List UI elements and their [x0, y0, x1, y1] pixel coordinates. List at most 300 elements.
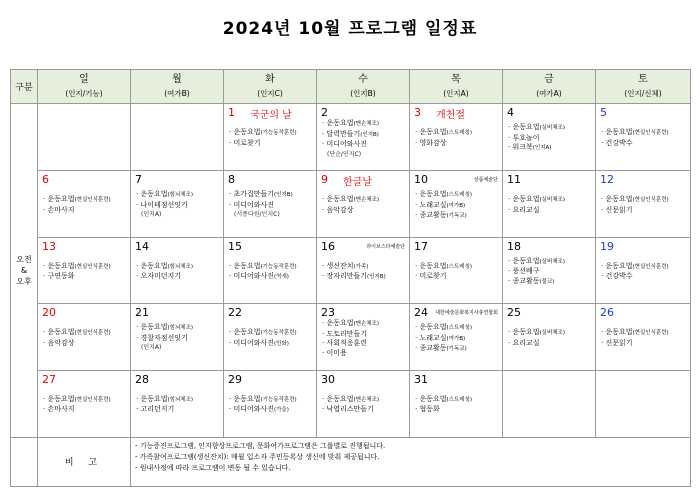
day-cell — [38, 304, 131, 371]
program-item: · 종교활동(기독교) — [415, 344, 467, 353]
program-detail: (스트레칭) — [446, 396, 473, 403]
program-name: 운동요법 — [140, 190, 168, 199]
program-name: 요리교실 — [512, 338, 540, 347]
program-item: · 운동요법(현실인식훈련) — [43, 394, 111, 403]
day-cell — [410, 304, 503, 371]
program-item: · 미디어와사진(역새) — [229, 272, 289, 281]
date-number: 19 — [600, 239, 614, 253]
program-name: 운동요법 — [326, 119, 354, 128]
day-cell — [317, 237, 410, 304]
program-name: 손마사지 — [47, 205, 75, 214]
program-detail: (현실인식훈련) — [632, 130, 669, 137]
program-detail: (힘뇌체조) — [167, 192, 194, 199]
date-number: 26 — [600, 306, 614, 320]
program-list — [43, 195, 128, 215]
program-detail: (현실인식훈련) — [632, 197, 669, 204]
program-item: · 신문읽기 — [601, 338, 633, 347]
week-row — [11, 171, 691, 238]
header-day-2 — [224, 70, 317, 104]
program-detail: (불교) — [539, 278, 555, 285]
program-item: · 운동요법(힘뇌체조) — [136, 261, 194, 270]
header-group-label: (인지/기능) — [65, 89, 103, 98]
day-cell — [596, 370, 691, 437]
header-day-5 — [503, 70, 596, 104]
program-list — [43, 395, 128, 415]
program-name: 풍선배구 — [512, 267, 540, 276]
day-cell — [596, 104, 691, 171]
program-list — [136, 190, 221, 220]
program-name: 운동요법 — [326, 394, 354, 403]
program-name: 도토리만들기 — [326, 329, 368, 338]
program-list — [322, 319, 407, 358]
week-row — [11, 237, 691, 304]
program-name: 운동요법 — [326, 319, 354, 328]
date-number: 14 — [135, 239, 149, 253]
date-number: 31 — [414, 372, 428, 386]
program-detail: (현실인식훈련) — [74, 330, 111, 337]
date-number: 24 — [414, 306, 428, 320]
date-number: 2 — [321, 106, 328, 120]
program-item: · 장자리만들기(인지B) — [322, 272, 386, 281]
program-item: · 운동요법(현실인식훈련) — [601, 261, 669, 270]
event-label: 대한예술문화복지사총연합회 — [435, 310, 498, 317]
date-number: 5 — [600, 106, 607, 120]
program-name: 운동요법 — [419, 128, 447, 137]
program-item: · 운동요법(기능동작훈련) — [229, 128, 297, 137]
program-name: 이미용 — [326, 348, 347, 357]
day-cell — [503, 237, 596, 304]
program-item: · 요리교실 — [508, 205, 540, 214]
program-list — [415, 128, 500, 148]
day-cell — [131, 237, 224, 304]
date-number: 12 — [600, 173, 614, 187]
program-list — [415, 323, 500, 355]
program-detail: (스트레칭) — [446, 130, 473, 137]
program-item: · 투호놀이 — [508, 133, 540, 142]
header-day-label: 수 — [358, 74, 368, 85]
program-name: 종교활동 — [419, 211, 447, 220]
program-detail: (맨손체조) — [353, 121, 380, 128]
program-item: · 운동요법(스트레칭) — [415, 190, 473, 199]
day-cell — [503, 304, 596, 371]
program-list — [229, 262, 314, 283]
program-name: 운동요법 — [419, 261, 447, 270]
day-cell — [410, 370, 503, 437]
program-list — [322, 262, 407, 283]
program-name: 미디어와사진 — [233, 272, 275, 281]
program-item: · 나이테점선잇기 — [136, 200, 188, 209]
program-name: 운동요법 — [419, 190, 447, 199]
day-cell — [224, 171, 317, 238]
program-name: 장자리만들기 — [326, 272, 368, 281]
program-name: 미디어와사진 — [233, 405, 275, 414]
program-item: · 운동요법(맨손체조) — [322, 119, 380, 128]
program-item: · 음악감상 — [43, 338, 75, 347]
date-number: 4 — [507, 106, 514, 120]
event-label: 라이브스타예술단 — [366, 243, 405, 250]
date-number: 9 — [321, 173, 328, 187]
program-item: · 운동요법(현실인식훈련) — [43, 195, 111, 204]
date-number: 20 — [42, 306, 56, 320]
program-item: · 건강박수 — [601, 272, 633, 281]
program-item: · 운동요법(맨손체조) — [322, 319, 380, 328]
program-item: · 운동요법(스트레칭) — [415, 128, 473, 137]
program-name: 미로찾기 — [419, 272, 447, 281]
program-detail: (기독교) — [446, 346, 467, 353]
program-name: 운동요법 — [605, 261, 633, 270]
program-name: 경찰자점선잇기 — [140, 333, 188, 342]
program-detail: (실버체조) — [539, 330, 566, 337]
program-name: 운동요법 — [233, 128, 261, 137]
program-detail: (실버체조) — [539, 258, 566, 265]
program-name: 종교활동 — [419, 344, 447, 353]
program-item: · 운동요법(현실인식훈련) — [601, 195, 669, 204]
program-name: 운동요법 — [233, 261, 261, 270]
program-detail: (기능동작훈련) — [260, 396, 297, 403]
program-name: 구연동화 — [47, 272, 75, 281]
program-name: 운동요법 — [512, 195, 540, 204]
program-name: 운동요법 — [419, 323, 447, 332]
program-list — [322, 395, 407, 415]
program-name: 음악감상 — [47, 338, 75, 347]
program-list — [136, 395, 221, 415]
program-list — [508, 257, 593, 288]
day-cell — [503, 370, 596, 437]
program-item: · 영화감상 — [415, 138, 447, 147]
header-group-label: (인지/신체) — [624, 89, 662, 98]
date-number: 11 — [507, 173, 521, 187]
date-number: 29 — [228, 372, 242, 386]
program-list — [229, 190, 314, 220]
program-name: 고리던지기 — [140, 405, 175, 414]
program-name: 운동요법 — [140, 394, 168, 403]
program-item: · 운동요법(현실인식훈련) — [601, 328, 669, 337]
note-line: - 가족참여프로그램(생신잔치): 매월 입소자 주민등록상 생신에 맞춰 제공됩니다. — [135, 452, 380, 461]
program-detail: (현실인식훈련) — [74, 263, 111, 270]
program-item: · 건강박수 — [601, 138, 633, 147]
program-detail: (인지A) — [532, 145, 552, 152]
header-day-label: 목 — [451, 74, 461, 85]
program-detail: (힘뇌체조) — [167, 325, 194, 332]
note-line: - 원내사정에 따라 프로그램이 변동 될 수 있습니다. — [135, 463, 291, 472]
day-cell — [503, 171, 596, 238]
program-name: 달력만들기 — [326, 129, 361, 138]
program-list — [601, 195, 688, 215]
program-detail: (여가B) — [446, 335, 466, 342]
date-number: 18 — [507, 239, 521, 253]
program-detail: (인지B) — [360, 131, 379, 138]
program-list — [508, 195, 593, 215]
program-list — [415, 395, 500, 415]
program-name: 요리교실 — [512, 205, 540, 214]
program-name: 운동요법 — [605, 128, 633, 137]
program-item: · 운동요법(기능동작훈련) — [229, 261, 297, 270]
program-item: · 운동요법(맨손체조) — [322, 195, 380, 204]
program-list — [508, 328, 593, 348]
program-item: · 협동화 — [415, 405, 440, 414]
date-number: 25 — [507, 306, 521, 320]
holiday-label: 한글날 — [343, 177, 372, 189]
time-side-label — [11, 104, 38, 437]
program-list — [508, 123, 593, 154]
program-item: · 미로찾기 — [229, 138, 261, 147]
date-number: 17 — [414, 239, 428, 253]
program-name: 운동요법 — [47, 195, 75, 204]
notes-label: 비 고 — [38, 437, 131, 486]
week-row — [11, 104, 691, 171]
program-name: 투호놀이 — [512, 133, 540, 142]
program-item: · 워크북(인지A) — [508, 143, 552, 152]
program-name: 운동요법 — [140, 261, 168, 270]
program-detail: (가을) — [274, 407, 289, 414]
program-name: (인지A) — [141, 211, 162, 219]
header-day-label: 화 — [265, 74, 275, 85]
program-item: · 운동요법(실버체조) — [508, 328, 566, 337]
day-cell — [224, 237, 317, 304]
program-detail: (힘뇌체조) — [167, 396, 194, 403]
program-item: · 고리던지기 — [136, 405, 175, 414]
day-cell — [224, 104, 317, 171]
program-name: 협동화 — [419, 405, 440, 414]
program-item: · 운동요법(현실인식훈련) — [43, 261, 111, 270]
program-list — [136, 262, 221, 282]
program-name: 운동요법 — [512, 328, 540, 337]
header-day-3 — [317, 70, 410, 104]
event-label: 상품예술단 — [473, 177, 498, 184]
notes-content — [131, 437, 691, 486]
header-day-label: 금 — [544, 74, 554, 85]
header-group-label: (인지C) — [257, 89, 283, 98]
program-list — [322, 195, 407, 215]
program-name: 운동요법 — [512, 123, 540, 132]
day-cell — [38, 370, 131, 437]
program-item: · 미디어와사진(민화) — [229, 338, 289, 347]
date-number: 15 — [228, 239, 242, 253]
program-list — [415, 190, 500, 222]
program-detail: (현실인식훈련) — [74, 197, 111, 204]
program-name: 운동요법 — [605, 195, 633, 204]
gubun-header: 구분 — [11, 70, 38, 104]
day-cell — [131, 304, 224, 371]
side-label-line: 오후 — [16, 276, 32, 286]
header-row — [11, 70, 691, 104]
program-item: · 운동요법(힘뇌체조) — [136, 323, 194, 332]
program-item: · 운동요법(실버체조) — [508, 123, 566, 132]
program-name: 운동요법 — [233, 328, 261, 337]
program-name: (인지A) — [141, 344, 162, 352]
day-cell — [596, 304, 691, 371]
header-day-label: 일 — [79, 74, 89, 85]
program-name: 운동요법 — [233, 394, 261, 403]
date-number: 8 — [228, 173, 235, 187]
program-item: · 경찰자점선잇기 — [136, 333, 188, 342]
program-name: 미디어와사진 — [326, 140, 368, 149]
program-item: · 사회적응훈련 — [322, 339, 368, 348]
day-cell — [38, 171, 131, 238]
header-group-label: (여가A) — [536, 89, 562, 98]
date-number: 16 — [321, 239, 335, 253]
program-detail: (스트레칭) — [446, 192, 473, 199]
holiday-label: 국군의 날 — [250, 110, 292, 122]
day-cell — [224, 304, 317, 371]
program-name: 운동요법 — [326, 195, 354, 204]
program-name: 운동요법 — [47, 394, 75, 403]
program-item: · 운동요법(힘뇌체조) — [136, 190, 194, 199]
program-list — [601, 128, 688, 148]
program-item: · 오자미던지기 — [136, 272, 182, 281]
program-item: · 종교활동(기독교) — [415, 211, 467, 220]
program-item — [229, 210, 314, 220]
week-row — [11, 370, 691, 437]
program-name: 초가집만들기 — [233, 190, 275, 199]
day-cell — [38, 104, 131, 171]
header-day-4 — [410, 70, 503, 104]
header-day-label: 토 — [638, 74, 648, 85]
holiday-label: 개천절 — [436, 110, 465, 122]
day-cell — [131, 104, 224, 171]
program-list — [601, 262, 688, 282]
date-number: 10 — [414, 173, 428, 187]
program-item: · 노래교실(여가B) — [415, 200, 466, 209]
day-cell — [410, 237, 503, 304]
program-detail: (여가B) — [446, 202, 466, 209]
page-title: 2024년 10월 프로그램 일정표 — [222, 19, 478, 39]
program-list — [601, 328, 688, 348]
program-item: · 초가집만들기(인지B) — [229, 190, 293, 199]
program-list — [43, 262, 128, 282]
side-label-line: 오전 — [16, 254, 32, 264]
program-name: 노래교실 — [419, 333, 447, 342]
program-list — [136, 323, 221, 353]
program-name: 미디어와사진 — [233, 338, 275, 347]
program-item — [136, 210, 221, 220]
header-group-label: (인지B) — [350, 89, 376, 98]
program-item: · 운동요법(스트레칭) — [415, 394, 473, 403]
program-item: · 요리교실 — [508, 338, 540, 347]
program-name: 운동요법 — [512, 256, 540, 265]
program-detail: (현실인식훈련) — [632, 263, 669, 270]
program-item: · 풍선배구 — [508, 267, 540, 276]
program-item: · 미디어와사진 — [229, 200, 275, 209]
program-detail: (스트레칭) — [446, 325, 473, 332]
day-cell — [131, 171, 224, 238]
program-item: · 운동요법(기능동작훈련) — [229, 394, 297, 403]
program-detail: (스트레칭) — [446, 263, 473, 270]
header-group-label: (여가B) — [164, 89, 190, 98]
program-item: · 노래교실(여가B) — [415, 333, 466, 342]
program-item: · 운동요법(스트레칭) — [415, 323, 473, 332]
program-name: 음악감상 — [326, 205, 354, 214]
program-item: · 도토리만들기 — [322, 329, 368, 338]
program-name: 사회적응훈련 — [326, 339, 368, 348]
program-name: 운동요법 — [605, 328, 633, 337]
program-detail: (기능동작훈련) — [260, 263, 297, 270]
date-number: 28 — [135, 372, 149, 386]
program-name: (단순/인지C) — [327, 150, 362, 158]
program-item: · 낙엽리스만들기 — [322, 405, 374, 414]
program-detail: (기독교) — [446, 213, 467, 220]
date-number: 7 — [135, 173, 142, 187]
notes-spacer — [11, 437, 38, 486]
program-item — [136, 343, 221, 353]
program-name: 건강박수 — [605, 138, 633, 147]
program-name: 생신잔치 — [326, 261, 354, 270]
day-cell — [317, 370, 410, 437]
program-item: · 운동요법(힘뇌체조) — [136, 394, 194, 403]
program-name: 노래교실 — [419, 200, 447, 209]
program-detail: (역새) — [274, 274, 289, 281]
day-cell — [410, 104, 503, 171]
day-cell — [224, 370, 317, 437]
program-item: · 운동요법(실버체조) — [508, 195, 566, 204]
program-name: 운동요법 — [140, 323, 168, 332]
program-name: 워크북 — [512, 143, 533, 152]
program-detail: (실버체조) — [539, 197, 566, 204]
header-day-1 — [131, 70, 224, 104]
program-detail: (현실인식훈련) — [632, 330, 669, 337]
date-number: 21 — [135, 306, 149, 320]
program-name: 건강박수 — [605, 272, 633, 281]
day-cell — [317, 171, 410, 238]
program-item: · 운동요법(기능동작훈련) — [229, 328, 297, 337]
program-detail: (맨손체조) — [353, 396, 380, 403]
program-name: 신문읽기 — [605, 338, 633, 347]
date-number: 22 — [228, 306, 242, 320]
program-name: 미디어와사진 — [233, 200, 275, 209]
program-list — [43, 328, 128, 348]
date-number: 23 — [321, 306, 335, 320]
day-cell — [503, 104, 596, 171]
date-number: 13 — [42, 239, 56, 253]
date-number: 27 — [42, 372, 56, 386]
program-item: · 손마사지 — [43, 205, 75, 214]
program-detail: (인지B) — [367, 274, 386, 281]
program-list — [229, 328, 314, 349]
program-name: (서종다원/인지C) — [234, 211, 280, 219]
program-list — [322, 119, 407, 159]
program-list — [415, 262, 500, 282]
program-item: · 이미용 — [322, 348, 347, 357]
program-item: · 운동요법(스트레칭) — [415, 261, 473, 270]
date-number: 6 — [42, 173, 49, 187]
program-detail: (실버체조) — [539, 125, 566, 132]
program-item: · 운동요법(현실인식훈련) — [601, 128, 669, 137]
program-name: 종교활동 — [512, 276, 540, 285]
program-name: 운동요법 — [47, 261, 75, 270]
program-name: 영화감상 — [419, 138, 447, 147]
program-detail: (현실인식훈련) — [74, 396, 111, 403]
program-item: · 손마사지 — [43, 405, 75, 414]
date-number: 1 — [228, 106, 235, 120]
program-detail: (기능동작훈련) — [260, 330, 297, 337]
program-name: 나이테점선잇기 — [140, 200, 188, 209]
header-group-label: (인지A) — [443, 89, 469, 98]
program-name: 손마사지 — [47, 405, 75, 414]
date-number: 30 — [321, 372, 335, 386]
program-name: 운동요법 — [419, 394, 447, 403]
program-detail: (기능동작훈련) — [260, 130, 297, 137]
week-row — [11, 304, 691, 371]
day-cell — [131, 370, 224, 437]
program-item: · 음악감상 — [322, 205, 354, 214]
program-list — [229, 395, 314, 416]
program-item: · 신문읽기 — [601, 205, 633, 214]
program-detail: (민화) — [274, 340, 289, 347]
note-line: - 기능증진프로그램, 인지향상프로그램, 문화여가프로그램은 그룹별로 진행됩니다. — [135, 441, 386, 450]
day-cell — [596, 171, 691, 238]
program-item: · 운동요법(맨손체조) — [322, 394, 380, 403]
day-cell — [38, 237, 131, 304]
